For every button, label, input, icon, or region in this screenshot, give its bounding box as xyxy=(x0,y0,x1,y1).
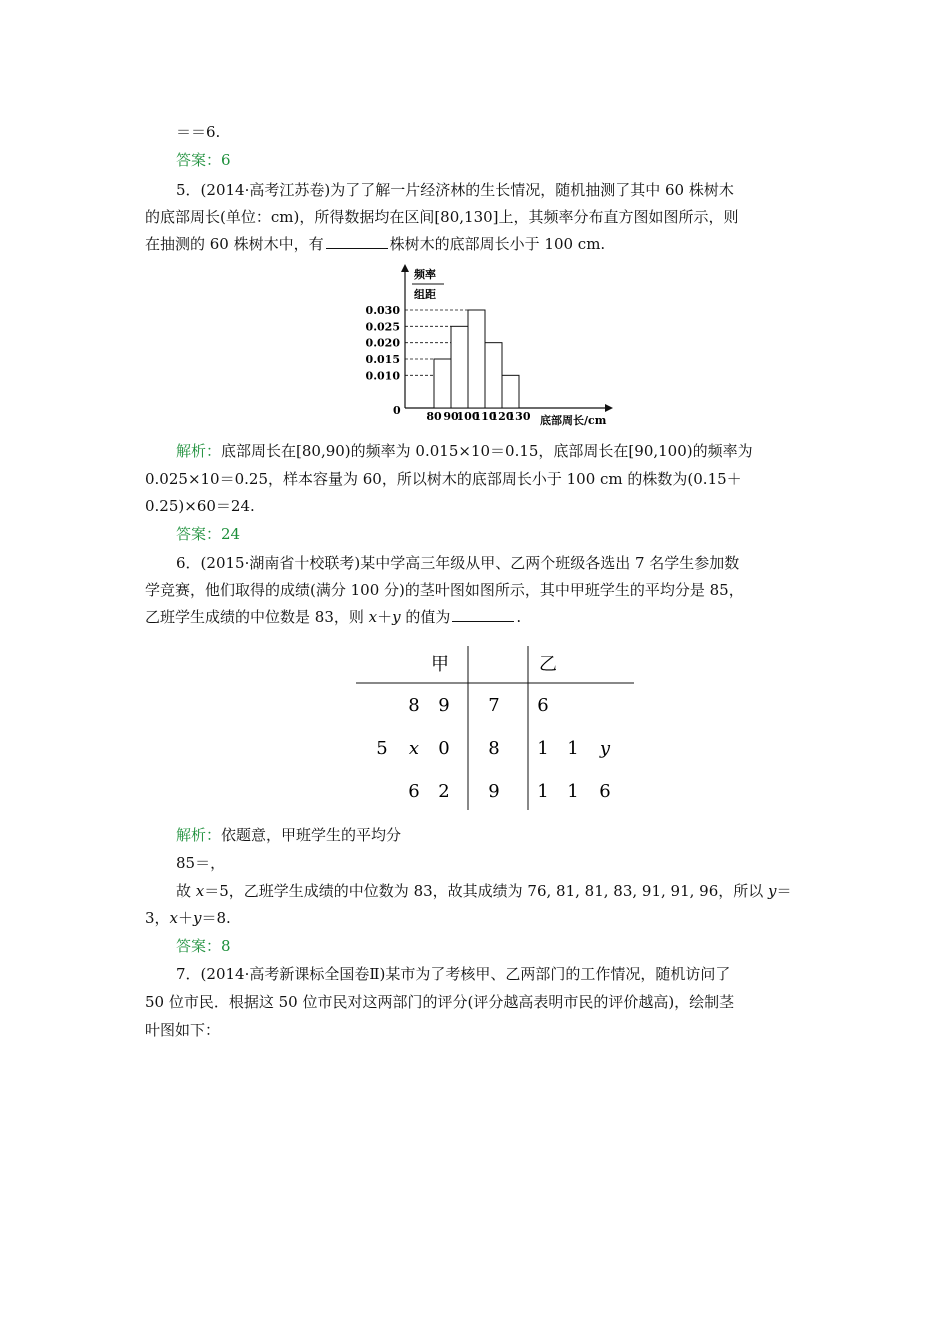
stem-value: 8 xyxy=(488,738,500,759)
solution-6-line-4: 3，x＋y＝8. xyxy=(145,909,231,927)
x-tick-label: 90 xyxy=(443,410,459,423)
solution-6-line-3: 故 x＝5，乙班学生成绩的中位数为 83，故其成绩为 76, 81, 81, 83, 91, 91, 96，所以 y＝ xyxy=(176,882,792,900)
y-axis-arrow xyxy=(401,264,409,272)
solution-5-line-1: 解析：底部周长在[80,90)的频率为 0.015×10＝0.15，底部周长在[90,100)的频率为 xyxy=(176,442,753,460)
stem-value: 9 xyxy=(488,781,500,802)
y-tick-label: 0.010 xyxy=(365,369,400,383)
histogram-bar xyxy=(434,359,451,408)
leaf-left: 5 xyxy=(376,738,388,759)
leaf-left: 6 xyxy=(408,781,420,802)
solution-5-line-3: 0.25)×60＝24. xyxy=(145,497,255,515)
problem-6-line-1: 6．(2015·湖南省十校联考)某中学高三年级从甲、乙两个班级各选出 7 名学生参加数 xyxy=(176,554,740,572)
leaf-left: 8 xyxy=(408,695,420,716)
formula-line: ＝＝6. xyxy=(176,123,221,141)
leaf-right: 1 xyxy=(537,738,549,759)
problem-7-line-3: 叶图如下： xyxy=(145,1021,221,1039)
histogram-bar xyxy=(451,326,468,408)
y-tick-label: 0.015 xyxy=(365,353,400,366)
x-tick-label: 110 xyxy=(473,410,497,423)
answer-blank xyxy=(326,234,388,249)
answer-blank-6 xyxy=(452,607,514,622)
problem-5-line-3: 在抽测的 60 株树木中，有 株树木的底部周长小于 100 cm. xyxy=(145,235,606,253)
x-tick-label: 120 xyxy=(490,410,514,423)
header-yi: 乙 xyxy=(539,654,557,675)
answer-6: 答案：8 xyxy=(176,937,231,955)
solution-6-line-2: 85＝， xyxy=(176,854,226,872)
leaf-right: 1 xyxy=(537,781,549,802)
y-tick-label: 0.030 xyxy=(365,304,400,317)
answer-5: 答案：24 xyxy=(176,525,241,543)
leaf-right: 6 xyxy=(537,695,549,716)
x-tick-label: 80 xyxy=(426,410,442,423)
problem-5-line-1: 5．(2014·高考江苏卷)为了了解一片经济林的生长情况，随机抽测了其中 60 株树木 xyxy=(176,181,734,199)
header-jia: 甲 xyxy=(431,654,449,675)
x-tick-label: 100 xyxy=(456,410,480,423)
problem-7-line-2: 50 位市民．根据这 50 位市民对这两部门的评分(评分越高表明市民的评价越高)，绘制茎 xyxy=(145,993,735,1011)
solution-5-line-2: 0.025×10＝0.25，样本容量为 60，所以树木的底部周长小于 100 cm 的株数为(0.15＋ xyxy=(145,470,742,488)
problem-6-line-3: 乙班学生成绩的中位数是 83，则 x＋y 的值为 . xyxy=(145,608,522,626)
y-tick-label: 0.025 xyxy=(365,320,400,334)
y-tick-label: 0.020 xyxy=(365,336,400,350)
y-label-bottom: 组距 xyxy=(414,288,436,301)
y-label-top: 频率 xyxy=(414,268,436,281)
answer-4: 答案：6 xyxy=(176,151,231,169)
frequency-histogram xyxy=(360,262,620,432)
histogram-bar xyxy=(468,310,485,408)
x-axis-arrow xyxy=(605,404,613,412)
leaf-right: y xyxy=(599,738,611,759)
histogram-bar xyxy=(502,375,519,408)
leaf-right: 1 xyxy=(567,781,579,802)
stem-value: 7 xyxy=(488,695,500,716)
problem-5-line-2: 的底部周长(单位：cm)，所得数据均在区间[80,130]上，其频率分布直方图如图所示，则 xyxy=(145,208,739,226)
leaf-left: x xyxy=(408,738,420,759)
leaf-left: 0 xyxy=(438,738,450,759)
problem-7-line-1: 7．(2014·高考新课标全国卷Ⅱ)某市为了考核甲、乙两部门的工作情况，随机访问了 xyxy=(176,965,731,983)
leaf-right: 1 xyxy=(567,738,579,759)
leaf-left: 2 xyxy=(438,781,450,802)
solution-6-line-1: 解析：依题意，甲班学生的平均分 xyxy=(176,826,402,844)
origin-label: 0 xyxy=(393,404,401,417)
x-tick-label: 130 xyxy=(507,410,531,423)
x-axis-label: 底部周长/cm xyxy=(540,414,607,427)
leaf-right: 6 xyxy=(599,781,611,802)
leaf-left: 9 xyxy=(438,695,450,716)
stem-leaf-plot xyxy=(352,642,642,812)
histogram-bar xyxy=(485,343,502,408)
problem-6-line-2: 学竞赛，他们取得的成绩(满分 100 分)的茎叶图如图所示，其中甲班学生的平均分是 85， xyxy=(145,581,744,599)
